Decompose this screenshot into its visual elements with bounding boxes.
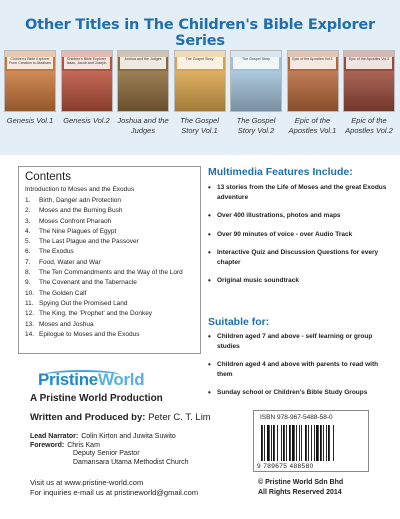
contents-list <box>25 196 194 340</box>
book-cover <box>4 50 56 112</box>
book-caption: Genesis Vol.1 <box>6 116 54 125</box>
suitable-item: • Children aged 7 and above - self learning or group studies <box>208 332 388 351</box>
cover-illustration <box>344 71 394 111</box>
contents-item <box>25 258 194 268</box>
contents-item-text: The Golden Calf <box>39 289 87 297</box>
contents-item <box>25 320 194 330</box>
cover-title: Joshua and the Judges <box>120 57 166 69</box>
inquiry-line: For inquiries e-mail us at pristineworld@gmail.com <box>30 487 199 497</box>
barcode-bar <box>277 425 278 461</box>
barcode-bar <box>311 425 312 461</box>
logo-swoosh <box>44 370 120 380</box>
contents-item-number: 7. <box>25 258 31 266</box>
contents-item-number: 3. <box>25 217 31 225</box>
cover-title: Epic of the Apostles Vol.1 <box>290 57 336 69</box>
foreword-label: Foreword: <box>30 441 65 449</box>
cover-illustration <box>118 71 168 111</box>
barcode-bar <box>264 425 265 461</box>
barcode-bar <box>261 425 263 461</box>
contents-item-text: The Nine Plagues of Egypt <box>39 227 117 235</box>
contents-item-number: 11. <box>25 299 34 307</box>
suitable-title: Suitable for: <box>208 316 270 328</box>
pristine-world-logo <box>38 370 144 390</box>
cover-title: Children's Bible Explorer Isaac, Jacob and Joseph <box>64 57 110 69</box>
cover-title: Epic of the Apostles Vol.2 <box>346 57 392 69</box>
barcode-bar <box>305 425 307 461</box>
barcode-bar <box>281 425 282 461</box>
contents-box <box>18 166 201 354</box>
book-item <box>117 50 169 135</box>
cover-illustration <box>5 71 55 111</box>
copyright-line-1: © Pristine World Sdn Bhd <box>258 479 344 486</box>
book-cover <box>117 50 169 112</box>
contents-item-text: The King, the 'Prophet' and the Donkey <box>39 310 153 318</box>
contents-item-number: 6. <box>25 248 31 256</box>
contents-item <box>25 196 194 206</box>
written-name: Peter C. T. Lim <box>148 412 211 423</box>
book-item <box>4 50 56 126</box>
credits <box>30 433 189 467</box>
contents-item-text: Birth, Danger adn Protection <box>39 197 122 204</box>
contents-item <box>25 299 194 309</box>
multimedia-list <box>208 183 388 295</box>
foreword-line-2: Deputy Senior Pastor <box>73 450 140 457</box>
contents-intro: Introduction to Moses and the Exodus <box>25 186 135 193</box>
contents-title: Contents <box>25 171 72 183</box>
book-caption: Joshua and the Judges <box>117 116 169 135</box>
contents-item <box>25 289 194 299</box>
contents-item-text: Moses and Joshua <box>39 320 94 328</box>
written-label: Written and Produced by: <box>30 412 146 423</box>
lead-narrator-value: Colin Kirton and Juwita Suwito <box>81 433 176 440</box>
barcode-bar <box>283 425 285 461</box>
barcode-bar <box>328 425 330 461</box>
book-cover <box>174 50 226 112</box>
cover-illustration <box>62 71 112 111</box>
foreword-line-3: Damansara Utama Methodist Church <box>73 458 189 466</box>
contents-item-text: Moses Confront Pharaoh <box>39 217 112 225</box>
contents-item <box>25 330 194 340</box>
lead-narrator-row <box>30 433 189 442</box>
book-cover <box>287 50 339 112</box>
visit-line: Visit us at www.pristine-world.com <box>30 478 144 487</box>
suitable-item: • Sunday school or Children's Bible Study Groups <box>208 388 388 398</box>
book-cover <box>230 50 282 112</box>
contents-item-number: 5. <box>25 238 31 246</box>
contents-item-number: 2. <box>25 207 31 215</box>
book-series-row <box>4 50 396 150</box>
barcode-bar <box>267 425 270 461</box>
contents-item-text: Spying Out the Promised Land <box>39 299 128 307</box>
copyright <box>258 478 343 497</box>
barcode-bar <box>326 425 327 461</box>
multimedia-item: • Over 400 illustrations, photos and maps <box>208 211 388 221</box>
book-item <box>343 50 395 135</box>
barcode-bar <box>314 425 315 461</box>
copyright-line-2: All Rights Reserved 2014 <box>258 488 342 496</box>
barcode-graphic <box>260 425 363 461</box>
contents-item-text: Food, Water and War <box>39 258 101 266</box>
multimedia-item: • Original music soundtrack <box>208 276 388 286</box>
barcode-box <box>253 410 369 472</box>
book-caption: The Gospel Story Vol.1 <box>180 116 219 135</box>
contents-item-text: The Exodus <box>39 248 74 256</box>
book-cover <box>343 50 395 112</box>
multimedia-item: • Over 90 minutes of voice - over Audio Track <box>208 230 388 240</box>
book-caption: Genesis Vol.2 <box>63 116 110 125</box>
book-item <box>287 50 339 135</box>
barcode-bar <box>299 425 300 461</box>
contents-item-number: 10. <box>25 289 35 297</box>
contents-item-number: 12. <box>25 310 35 318</box>
book-item <box>174 50 226 135</box>
contents-item-number: 13. <box>25 320 35 328</box>
barcode-bar <box>333 425 334 461</box>
foreword-line-1: Chris Kam <box>67 441 100 449</box>
barcode-bar <box>292 425 295 461</box>
contents-item-number: 8. <box>25 269 31 277</box>
logo-text-b: World <box>97 370 145 389</box>
multimedia-item: • Interactive Quiz and Discussion Questions for every chapter <box>208 248 388 267</box>
book-caption: Epic of the Apostles Vol.1 <box>288 116 337 135</box>
contents-item <box>25 206 194 216</box>
contents-item <box>25 278 194 288</box>
barcode-bar <box>320 425 322 461</box>
barcode-bar <box>286 425 287 461</box>
book-item <box>61 50 113 126</box>
contents-item-number: 9. <box>25 279 31 287</box>
contents-item-number: 1. <box>25 197 31 204</box>
lead-narrator-label: Lead Narrator: <box>30 433 79 440</box>
contents-item-number: 14. <box>25 330 35 338</box>
book-caption: The Gospel Story Vol.2 <box>236 116 276 135</box>
cover-illustration <box>288 71 338 111</box>
contents-item-text: The Covenant and the Tabernacle <box>39 279 137 287</box>
written-by <box>30 412 211 423</box>
barcode-bar <box>296 425 297 461</box>
multimedia-title: Multimedia Features Include: <box>208 166 353 178</box>
contents-item <box>25 268 194 278</box>
contents-item-number: 4. <box>25 227 31 235</box>
contents-item-text: The Last Plague and the Passover <box>39 238 139 246</box>
logo-text-a: Pristine <box>38 370 98 389</box>
cover-illustration <box>175 71 225 111</box>
suitable-list <box>208 332 388 407</box>
barcode-bar <box>271 425 272 461</box>
production-line: A Pristine World Production <box>30 393 163 404</box>
book-cover <box>61 50 113 112</box>
series-title: Other Titles in The Children's Bible Explorer Series <box>25 17 375 49</box>
barcode-bar <box>301 425 302 461</box>
contents-item <box>25 237 194 247</box>
barcode-number: 9 789675 488580 <box>257 463 314 470</box>
book-caption: Epic of the Apostles Vol.2 <box>345 116 393 135</box>
contents-item-text: Moses and the Burning Bush <box>39 207 123 215</box>
contents-item <box>25 247 194 257</box>
barcode-bar <box>308 425 309 461</box>
contact-info <box>30 478 198 497</box>
cover-illustration <box>231 71 281 111</box>
contents-item <box>25 309 194 319</box>
barcode-bar <box>273 425 275 461</box>
contents-item-text: The Ten Commandments and the Way of the Lord <box>39 269 183 277</box>
book-item <box>230 50 282 135</box>
contents-item <box>25 217 194 227</box>
cover-title: Children's Bible Explorer From Creation to Abraham <box>7 57 53 69</box>
barcode-bar <box>289 425 291 461</box>
foreword-row <box>30 442 189 451</box>
cover-title: The Gospel Story <box>177 57 223 69</box>
cover-title: The Gospel Story <box>233 57 279 69</box>
contents-item-text: Epilogue to Moses and the Exodus <box>39 330 140 338</box>
contents-item <box>25 227 194 237</box>
barcode-bar <box>323 425 324 461</box>
isbn-text: ISBN 978-967-5488-58-0 <box>260 414 333 421</box>
suitable-item: • Children aged 4 and above with parents to read with them <box>208 360 388 379</box>
barcode-bar <box>316 425 319 461</box>
multimedia-item: • 13 stories from the Life of Moses and the great Exodus adventure <box>208 183 388 202</box>
